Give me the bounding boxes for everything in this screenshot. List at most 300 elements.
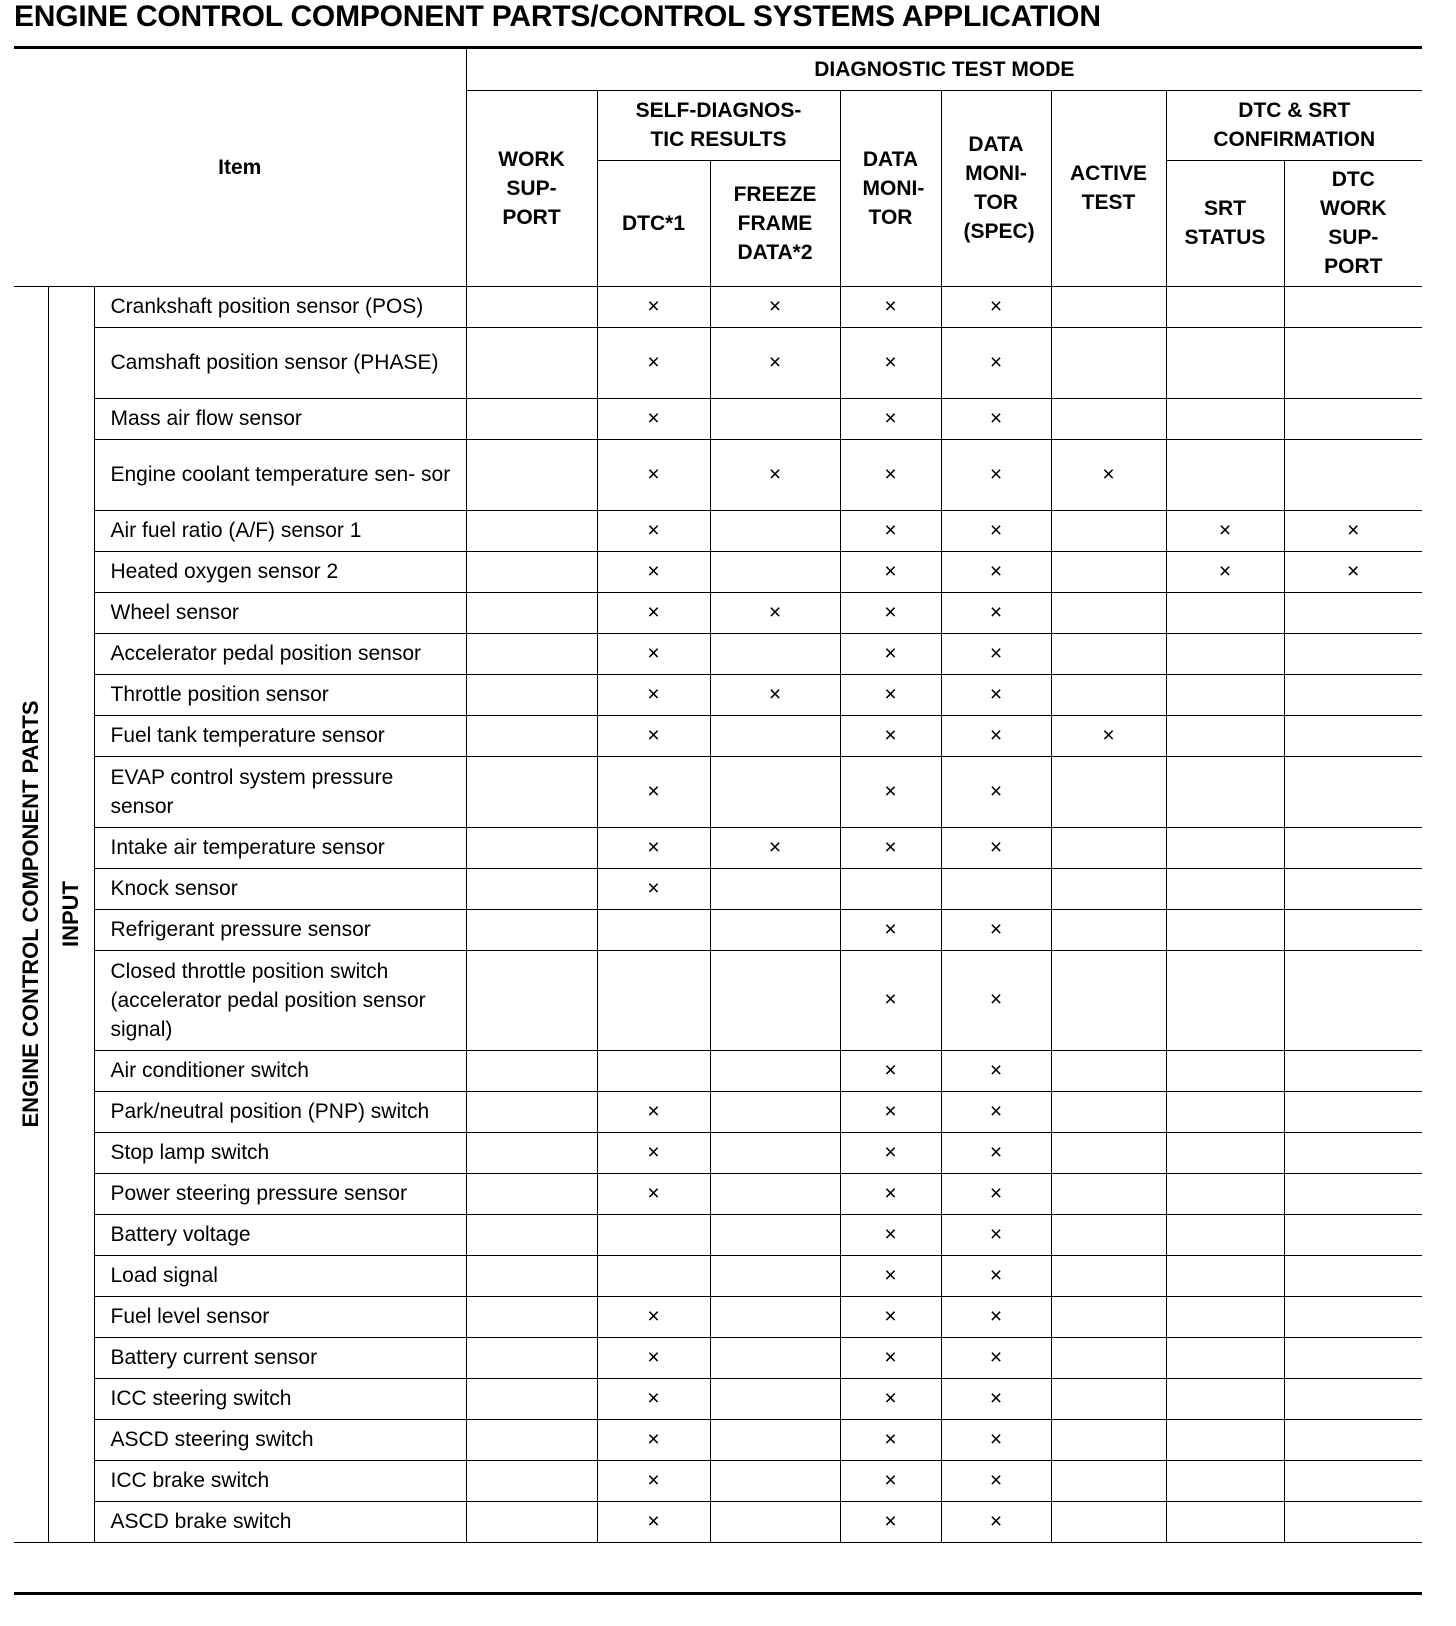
applicable-mark: ×: [647, 1304, 660, 1328]
cell-active-test: [1051, 1173, 1166, 1214]
cell-data-monitor: [840, 286, 941, 327]
item-name: ICC steering switch: [94, 1378, 466, 1419]
applicable-mark: ×: [989, 779, 1003, 803]
applicable-mark: ×: [989, 1468, 1003, 1492]
cell-work-support: [466, 715, 597, 756]
table-row: [14, 327, 1422, 398]
cell-work-support: [466, 1501, 597, 1542]
table-row: [14, 909, 1422, 950]
cell-work-support: [466, 286, 597, 327]
table-row: [14, 1050, 1422, 1091]
cell-srt-status: [1166, 633, 1284, 674]
cell-dtc-work-support: [1284, 1337, 1422, 1378]
cell-dtc: [597, 1173, 710, 1214]
item-name: Battery current sensor: [94, 1337, 466, 1378]
item-name: Camshaft position sensor (PHASE): [94, 327, 466, 398]
header-data-monitor-spec: DATA MONI- TOR (SPEC): [941, 90, 1051, 286]
cell-dtc-work-support: [1284, 1419, 1422, 1460]
cell-dtc: [597, 1050, 710, 1091]
cell-dtc-work-support: [1284, 1501, 1422, 1542]
cell-work-support: [466, 1050, 597, 1091]
cell-data-monitor-spec: [941, 1419, 1051, 1460]
item-name: ASCD steering switch: [94, 1419, 466, 1460]
cell-dtc-work-support: [1284, 1214, 1422, 1255]
cell-dtc: [597, 1501, 710, 1542]
cell-work-support: [466, 1214, 597, 1255]
applicable-mark: ×: [989, 1386, 1003, 1410]
item-name: Load signal: [94, 1255, 466, 1296]
applicable-mark: ×: [989, 723, 1003, 747]
cell-data-monitor-spec: [941, 1091, 1051, 1132]
table-row: [14, 1296, 1422, 1337]
item-name: Wheel sensor: [94, 592, 466, 633]
cell-active-test: [1051, 592, 1166, 633]
cell-dtc-work-support: [1284, 909, 1422, 950]
cell-data-monitor-spec: [941, 674, 1051, 715]
applicable-mark: ×: [989, 1140, 1003, 1164]
cell-work-support: [466, 827, 597, 868]
cell-active-test: [1051, 1419, 1166, 1460]
cell-srt-status: [1166, 827, 1284, 868]
cell-dtc-work-support: [1284, 1132, 1422, 1173]
cell-data-monitor: [840, 1214, 941, 1255]
item-name: Fuel level sensor: [94, 1296, 466, 1337]
cell-srt-status: [1166, 286, 1284, 327]
applicable-mark: ×: [1102, 462, 1115, 486]
cell-dtc-work-support: [1284, 674, 1422, 715]
cell-freeze-frame-data: [710, 551, 840, 592]
applicable-mark: ×: [647, 723, 660, 747]
cell-data-monitor-spec: [941, 592, 1051, 633]
cell-active-test: [1051, 1132, 1166, 1173]
cell-work-support: [466, 439, 597, 510]
applicable-mark: ×: [647, 518, 660, 542]
cell-active-test: [1051, 950, 1166, 1050]
cell-dtc: [597, 1091, 710, 1132]
cell-data-monitor-spec: [941, 439, 1051, 510]
cell-active-test: [1051, 1050, 1166, 1091]
cell-dtc: [597, 756, 710, 827]
applicable-mark: ×: [647, 1427, 660, 1451]
applicable-mark: ×: [989, 600, 1003, 624]
applicable-mark: ×: [989, 988, 1003, 1011]
item-name: Crankshaft position sensor (POS): [94, 286, 466, 327]
cell-srt-status: [1166, 592, 1284, 633]
applicable-mark: ×: [884, 1058, 897, 1082]
cell-dtc-work-support: [1284, 827, 1422, 868]
cell-data-monitor: [840, 1091, 941, 1132]
cell-data-monitor-spec: [941, 1255, 1051, 1296]
applicable-mark: ×: [768, 835, 782, 859]
applicable-mark: ×: [989, 350, 1003, 374]
cell-active-test: [1051, 633, 1166, 674]
cell-freeze-frame-data: [710, 756, 840, 827]
applicable-mark: ×: [884, 641, 897, 665]
cell-work-support: [466, 1460, 597, 1501]
cell-data-monitor: [840, 1255, 941, 1296]
cell-data-monitor: [840, 1050, 941, 1091]
applicable-mark: ×: [647, 1509, 660, 1533]
applicable-mark: ×: [884, 1345, 897, 1369]
applicable-mark: ×: [647, 462, 660, 486]
applicable-mark: ×: [884, 682, 897, 706]
cell-active-test: [1051, 551, 1166, 592]
cell-data-monitor-spec: [941, 286, 1051, 327]
cell-data-monitor-spec: [941, 1337, 1051, 1378]
applicable-mark: ×: [1347, 559, 1360, 583]
applicable-mark: ×: [989, 1099, 1003, 1123]
item-name: Air fuel ratio (A/F) sensor 1: [94, 510, 466, 551]
cell-freeze-frame-data: [710, 1419, 840, 1460]
applicable-mark: ×: [884, 350, 897, 374]
cell-work-support: [466, 510, 597, 551]
cell-data-monitor: [840, 827, 941, 868]
cell-data-monitor-spec: [941, 1460, 1051, 1501]
cell-dtc-work-support: [1284, 551, 1422, 592]
applicable-mark: ×: [884, 294, 897, 318]
applicable-mark: ×: [989, 1427, 1003, 1451]
cell-dtc-work-support: [1284, 1091, 1422, 1132]
table-row: [14, 1378, 1422, 1419]
cell-active-test: [1051, 1296, 1166, 1337]
cell-dtc: [597, 327, 710, 398]
applicable-mark: ×: [989, 1345, 1003, 1369]
cell-dtc-work-support: [1284, 633, 1422, 674]
cell-active-test: [1051, 909, 1166, 950]
cell-dtc: [597, 1337, 710, 1378]
applicable-mark: ×: [647, 600, 660, 624]
cell-dtc-work-support: [1284, 439, 1422, 510]
cell-data-monitor-spec: [941, 1501, 1051, 1542]
applicable-mark: ×: [647, 559, 660, 583]
applicable-mark: ×: [884, 1181, 897, 1205]
table-row: [14, 1419, 1422, 1460]
cell-freeze-frame-data: [710, 950, 840, 1050]
cell-dtc-work-support: [1284, 1460, 1422, 1501]
cell-active-test: [1051, 674, 1166, 715]
applicable-mark: ×: [1218, 559, 1232, 583]
item-name: ICC brake switch: [94, 1460, 466, 1501]
applicable-mark: ×: [884, 1386, 897, 1410]
item-name: EVAP control system pressure sensor: [94, 756, 466, 827]
cell-srt-status: [1166, 1378, 1284, 1419]
cell-srt-status: [1166, 1419, 1284, 1460]
cell-dtc: [597, 510, 710, 551]
table-row: [14, 1255, 1422, 1296]
cell-dtc-work-support: [1284, 868, 1422, 909]
applicable-mark: ×: [647, 1099, 660, 1123]
cell-dtc: [597, 398, 710, 439]
applicable-mark: ×: [989, 559, 1003, 583]
table-row: [14, 510, 1422, 551]
cell-dtc: [597, 1460, 710, 1501]
cell-srt-status: [1166, 1255, 1284, 1296]
item-name: Accelerator pedal position sensor: [94, 633, 466, 674]
applicable-mark: ×: [647, 1345, 660, 1369]
cell-srt-status: [1166, 1337, 1284, 1378]
cell-dtc: [597, 1132, 710, 1173]
cell-work-support: [466, 756, 597, 827]
header-srt-status: SRT STATUS: [1166, 160, 1284, 286]
subgroup-cell: [48, 286, 94, 1542]
item-name: Stop lamp switch: [94, 1132, 466, 1173]
cell-work-support: [466, 592, 597, 633]
cell-data-monitor-spec: [941, 868, 1051, 909]
applicable-mark: ×: [647, 1386, 660, 1410]
cell-freeze-frame-data: [710, 1091, 840, 1132]
cell-freeze-frame-data: [710, 510, 840, 551]
cell-srt-status: [1166, 1050, 1284, 1091]
applicable-mark: ×: [647, 350, 660, 374]
applicable-mark: ×: [884, 1099, 897, 1123]
cell-data-monitor-spec: [941, 715, 1051, 756]
cell-active-test: [1051, 715, 1166, 756]
applicable-mark: ×: [989, 406, 1003, 430]
applicable-mark: ×: [989, 682, 1003, 706]
cell-work-support: [466, 327, 597, 398]
applicable-mark: ×: [884, 1140, 897, 1164]
item-name: Intake air temperature sensor: [94, 827, 466, 868]
cell-dtc-work-support: [1284, 715, 1422, 756]
applicable-mark: ×: [884, 835, 897, 859]
cell-work-support: [466, 868, 597, 909]
cell-data-monitor-spec: [941, 756, 1051, 827]
cell-freeze-frame-data: [710, 715, 840, 756]
applicable-mark: ×: [989, 1509, 1003, 1533]
cell-active-test: [1051, 1091, 1166, 1132]
table-row: [14, 592, 1422, 633]
cell-dtc: [597, 1296, 710, 1337]
cell-srt-status: [1166, 1132, 1284, 1173]
applicable-mark: ×: [884, 518, 897, 542]
applicable-mark: ×: [884, 462, 897, 486]
table-row: [14, 398, 1422, 439]
applicable-mark: ×: [884, 1222, 897, 1246]
cell-srt-status: [1166, 715, 1284, 756]
cell-freeze-frame-data: [710, 327, 840, 398]
cell-dtc: [597, 1419, 710, 1460]
applicable-mark: ×: [989, 294, 1003, 318]
applicable-mark: ×: [989, 1058, 1003, 1082]
cell-freeze-frame-data: [710, 1132, 840, 1173]
cell-work-support: [466, 950, 597, 1050]
cell-active-test: [1051, 327, 1166, 398]
table-row: [14, 1460, 1422, 1501]
cell-data-monitor: [840, 1460, 941, 1501]
cell-data-monitor-spec: [941, 950, 1051, 1050]
applicable-mark: ×: [989, 518, 1003, 542]
cell-srt-status: [1166, 439, 1284, 510]
cell-active-test: [1051, 1337, 1166, 1378]
cell-data-monitor: [840, 1419, 941, 1460]
item-name: Knock sensor: [94, 868, 466, 909]
applicable-mark: ×: [768, 682, 782, 706]
cell-srt-status: [1166, 1501, 1284, 1542]
applicable-mark: ×: [884, 1304, 897, 1328]
cell-srt-status: [1166, 1460, 1284, 1501]
cell-data-monitor: [840, 868, 941, 909]
applicable-mark: ×: [884, 559, 897, 583]
applicable-mark: ×: [989, 1222, 1003, 1246]
cell-srt-status: [1166, 674, 1284, 715]
applicable-mark: ×: [884, 1263, 897, 1287]
item-name: Battery voltage: [94, 1214, 466, 1255]
cell-data-monitor-spec: [941, 1173, 1051, 1214]
cell-srt-status: [1166, 1296, 1284, 1337]
cell-data-monitor-spec: [941, 909, 1051, 950]
cell-srt-status: [1166, 868, 1284, 909]
cell-dtc: [597, 674, 710, 715]
cell-freeze-frame-data: [710, 1173, 840, 1214]
table-row: [14, 715, 1422, 756]
cell-work-support: [466, 674, 597, 715]
cell-dtc-work-support: [1284, 592, 1422, 633]
bottom-rule: [14, 1592, 1422, 1595]
item-name: Fuel tank temperature sensor: [94, 715, 466, 756]
group-cell: [14, 286, 48, 1542]
item-name: Refrigerant pressure sensor: [94, 909, 466, 950]
item-name: Heated oxygen sensor 2: [94, 551, 466, 592]
applicable-mark: ×: [647, 294, 660, 318]
cell-dtc: [597, 439, 710, 510]
cell-data-monitor: [840, 950, 941, 1050]
cell-work-support: [466, 398, 597, 439]
cell-active-test: [1051, 398, 1166, 439]
cell-data-monitor-spec: [941, 827, 1051, 868]
applicable-mark: ×: [647, 406, 660, 430]
cell-data-monitor: [840, 909, 941, 950]
applicable-mark: ×: [989, 1304, 1003, 1328]
header-freeze-frame-data: FREEZE FRAME DATA*2: [710, 160, 840, 286]
cell-active-test: [1051, 827, 1166, 868]
applicable-mark: ×: [1347, 518, 1360, 542]
cell-data-monitor-spec: [941, 1378, 1051, 1419]
cell-dtc: [597, 715, 710, 756]
applicable-mark: ×: [989, 1181, 1003, 1205]
cell-data-monitor-spec: [941, 510, 1051, 551]
applicable-mark: ×: [884, 406, 897, 430]
cell-dtc-work-support: [1284, 327, 1422, 398]
cell-freeze-frame-data: [710, 1214, 840, 1255]
cell-data-monitor: [840, 1132, 941, 1173]
applicable-mark: ×: [884, 723, 897, 747]
cell-active-test: [1051, 1214, 1166, 1255]
cell-dtc-work-support: [1284, 1255, 1422, 1296]
cell-dtc: [597, 950, 710, 1050]
applicable-mark: ×: [768, 600, 782, 624]
cell-dtc-work-support: [1284, 510, 1422, 551]
applicable-mark: ×: [884, 600, 897, 624]
table-row: [14, 827, 1422, 868]
item-name: Closed throttle position switch (accelerator pedal position sensor signal): [94, 950, 466, 1050]
cell-dtc: [597, 868, 710, 909]
cell-dtc-work-support: [1284, 398, 1422, 439]
cell-srt-status: [1166, 327, 1284, 398]
table-row: [14, 1337, 1422, 1378]
header-diagnostic-test-mode: DIAGNOSTIC TEST MODE: [466, 49, 1422, 90]
cell-srt-status: [1166, 1173, 1284, 1214]
cell-data-monitor: [840, 439, 941, 510]
cell-data-monitor: [840, 1378, 941, 1419]
cell-work-support: [466, 1132, 597, 1173]
cell-data-monitor-spec: [941, 327, 1051, 398]
table-row: [14, 674, 1422, 715]
cell-data-monitor-spec: [941, 551, 1051, 592]
cell-srt-status: [1166, 950, 1284, 1050]
applicable-mark: ×: [989, 835, 1003, 859]
cell-work-support: [466, 1296, 597, 1337]
cell-dtc-work-support: [1284, 950, 1422, 1050]
applicable-mark: ×: [768, 294, 782, 318]
cell-srt-status: [1166, 1214, 1284, 1255]
applicable-mark: ×: [768, 462, 782, 486]
cell-active-test: [1051, 1378, 1166, 1419]
applicable-mark: ×: [647, 779, 660, 803]
item-name: Throttle position sensor: [94, 674, 466, 715]
applicable-mark: ×: [647, 835, 660, 859]
cell-freeze-frame-data: [710, 592, 840, 633]
applicable-mark: ×: [989, 1263, 1003, 1287]
cell-freeze-frame-data: [710, 1460, 840, 1501]
cell-freeze-frame-data: [710, 868, 840, 909]
applicable-mark: ×: [647, 1181, 660, 1205]
table-row: [14, 1173, 1422, 1214]
cell-active-test: [1051, 756, 1166, 827]
group-label: ENGINE CONTROL COMPONENT PARTS: [17, 700, 43, 1128]
application-table: [14, 49, 1422, 1543]
applicable-mark: ×: [989, 641, 1003, 665]
cell-data-monitor-spec: [941, 633, 1051, 674]
cell-data-monitor: [840, 1173, 941, 1214]
cell-dtc-work-support: [1284, 286, 1422, 327]
cell-dtc: [597, 592, 710, 633]
table-row: [14, 1501, 1422, 1542]
applicable-mark: ×: [884, 1427, 897, 1451]
cell-freeze-frame-data: [710, 398, 840, 439]
cell-freeze-frame-data: [710, 827, 840, 868]
header-data-monitor: DATA MONI- TOR: [840, 90, 941, 286]
cell-data-monitor: [840, 327, 941, 398]
table-row: [14, 1091, 1422, 1132]
cell-work-support: [466, 1091, 597, 1132]
cell-freeze-frame-data: [710, 1050, 840, 1091]
cell-data-monitor: [840, 551, 941, 592]
item-name: Park/neutral position (PNP) switch: [94, 1091, 466, 1132]
applicable-mark: ×: [884, 779, 897, 803]
cell-freeze-frame-data: [710, 674, 840, 715]
cell-srt-status: [1166, 398, 1284, 439]
cell-srt-status: [1166, 510, 1284, 551]
cell-dtc: [597, 633, 710, 674]
cell-freeze-frame-data: [710, 1501, 840, 1542]
applicable-mark: ×: [1218, 518, 1232, 542]
header-dtc-work-support: DTC WORK SUP- PORT: [1284, 160, 1422, 286]
table-row: [14, 756, 1422, 827]
cell-active-test: [1051, 286, 1166, 327]
cell-data-monitor: [840, 1501, 941, 1542]
cell-work-support: [466, 1173, 597, 1214]
cell-data-monitor: [840, 592, 941, 633]
cell-dtc: [597, 551, 710, 592]
item-name: Air conditioner switch: [94, 1050, 466, 1091]
cell-work-support: [466, 909, 597, 950]
applicable-mark: ×: [989, 917, 1003, 941]
cell-work-support: [466, 1255, 597, 1296]
applicable-mark: ×: [647, 876, 660, 900]
cell-active-test: [1051, 868, 1166, 909]
applicable-mark: ×: [884, 917, 897, 941]
cell-data-monitor: [840, 510, 941, 551]
